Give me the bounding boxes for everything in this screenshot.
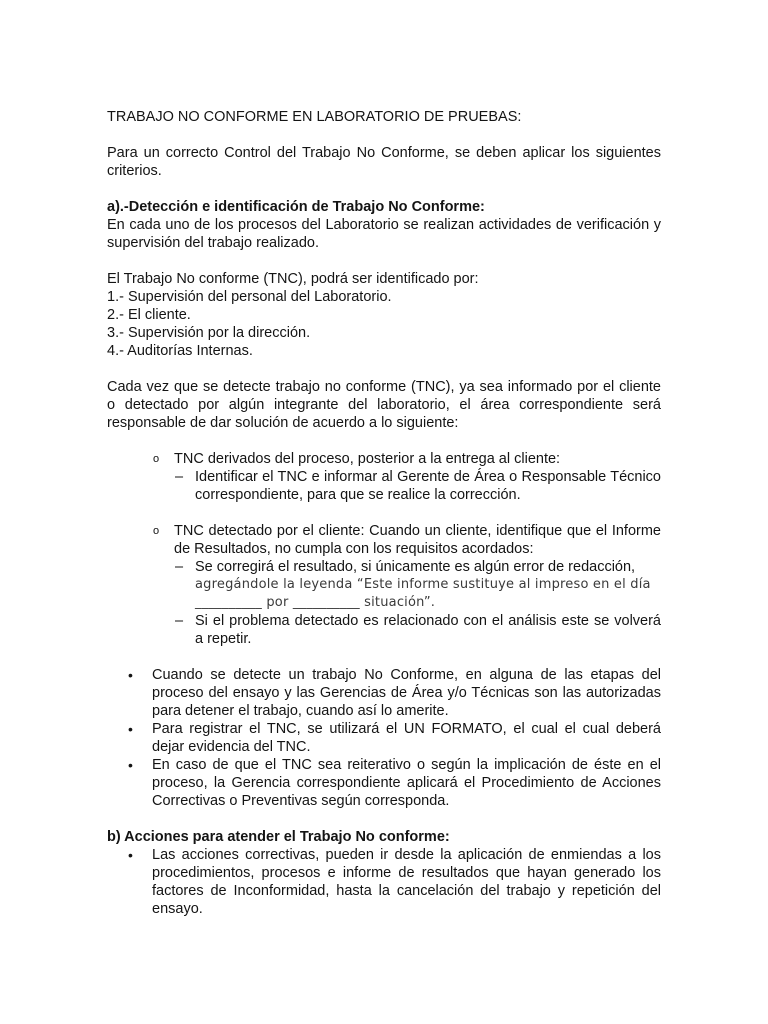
identified-list-item: 3.- Supervisión por la dirección. bbox=[107, 325, 311, 341]
identified-list-item: 1.- Supervisión del personal del Laboratorio. bbox=[107, 289, 392, 305]
bullet-list-item bbox=[107, 720, 661, 756]
section-b-heading: b) Acciones para atender el Trabajo No conforme: bbox=[107, 829, 450, 845]
dash-bullet-icon: – bbox=[175, 559, 184, 575]
cada-vez-paragraph: Cada vez que se detecte trabajo no conforme (TNC), ya sea informado por el cliente o detectado por algún integrante del laboratorio, el área correspondiente será responsable de dar solución de acuerdo a lo siguiente: bbox=[107, 379, 661, 431]
dash-list-item bbox=[174, 558, 661, 612]
circle-bullet-icon: o bbox=[153, 525, 160, 537]
bullet-list-item bbox=[107, 756, 661, 810]
dash-list-item bbox=[174, 612, 661, 648]
dash-item-text: Si el problema detectado es relacionado con el análisis este se volverá a repetir. bbox=[195, 613, 661, 647]
bullet-item-text: En caso de que el TNC sea reiterativo o según la implicación de éste en el proceso, la Gerencia correspondiente aplicará el Procedimiento de Acciones Correctivas o Preventivas según corresponda. bbox=[152, 757, 661, 809]
section-a-paragraph: En cada uno de los procesos del Laboratorio se realizan actividades de verificación y supervisión del trabajo realizado. bbox=[107, 217, 661, 251]
identified-list-item: 2.- El cliente. bbox=[107, 307, 191, 323]
bullet-list-a bbox=[107, 666, 661, 810]
identified-list-item: 4.- Auditorías Internas. bbox=[107, 343, 253, 359]
bullet-icon: • bbox=[128, 667, 133, 683]
identified-list bbox=[107, 288, 661, 360]
dash-bullet-icon: – bbox=[175, 469, 184, 485]
bullet-list-item bbox=[107, 666, 661, 720]
document-title: TRABAJO NO CONFORME EN LABORATORIO DE PRUEBAS: bbox=[107, 109, 522, 125]
section-a-heading: a).-Detección e identificación de Trabajo No Conforme: bbox=[107, 199, 485, 215]
bullet-list-item bbox=[107, 846, 661, 918]
bullet-item-text: Las acciones correctivas, pueden ir desde la aplicación de enmiendas a los procedimientos, procesos e informe de resultados que hayan generado los factores de Inconformidad, hasta la cancelación del trabajo y repetición del ensayo. bbox=[152, 847, 661, 917]
bullet-list-b bbox=[107, 846, 661, 918]
bullet-icon: • bbox=[128, 757, 133, 773]
circle-bullet-icon: o bbox=[153, 453, 160, 465]
document-page bbox=[107, 108, 661, 936]
dash-item-text: Identificar el TNC e informar al Gerente de Área o Responsable Técnico correspondiente, para que se realice la corrección. bbox=[195, 469, 661, 503]
circle-item-text: TNC derivados del proceso, posterior a la entrega al cliente: bbox=[174, 451, 561, 467]
bullet-item-text: Para registrar el TNC, se utilizará el UN FORMATO, el cual el cual deberá dejar evidencia del TNC. bbox=[152, 721, 661, 755]
bullet-item-text: Cuando se detecte un trabajo No Conforme, en alguna de las etapas del proceso del ensayo y las Gerencias de Área y/o Técnicas son las autorizadas para detener el trabajo, cuando así lo amerite. bbox=[152, 667, 661, 719]
intro-paragraph: Para un correcto Control del Trabajo No Conforme, se deben aplicar los siguientes criterios. bbox=[107, 145, 661, 179]
circle-list-item bbox=[107, 450, 661, 504]
dash-bullet-icon: – bbox=[175, 613, 184, 629]
legend-line: __________ por __________ situación”. bbox=[195, 595, 436, 610]
legend-line: agregándole la leyenda “Este informe sustituye al impreso en el día bbox=[195, 577, 651, 592]
circle-list-item bbox=[107, 522, 661, 648]
bullet-icon: • bbox=[128, 847, 133, 863]
dash-list-item bbox=[174, 468, 661, 504]
identified-intro: El Trabajo No conforme (TNC), podrá ser identificado por: bbox=[107, 271, 479, 287]
bullet-icon: • bbox=[128, 721, 133, 737]
circle-item-text: TNC detectado por el cliente: Cuando un cliente, identifique que el Informe de Resultados, no cumpla con los requisitos acordados: bbox=[174, 523, 661, 557]
dash-item-text: Se corregirá el resultado, si únicamente es algún error de redacción, bbox=[195, 559, 636, 575]
